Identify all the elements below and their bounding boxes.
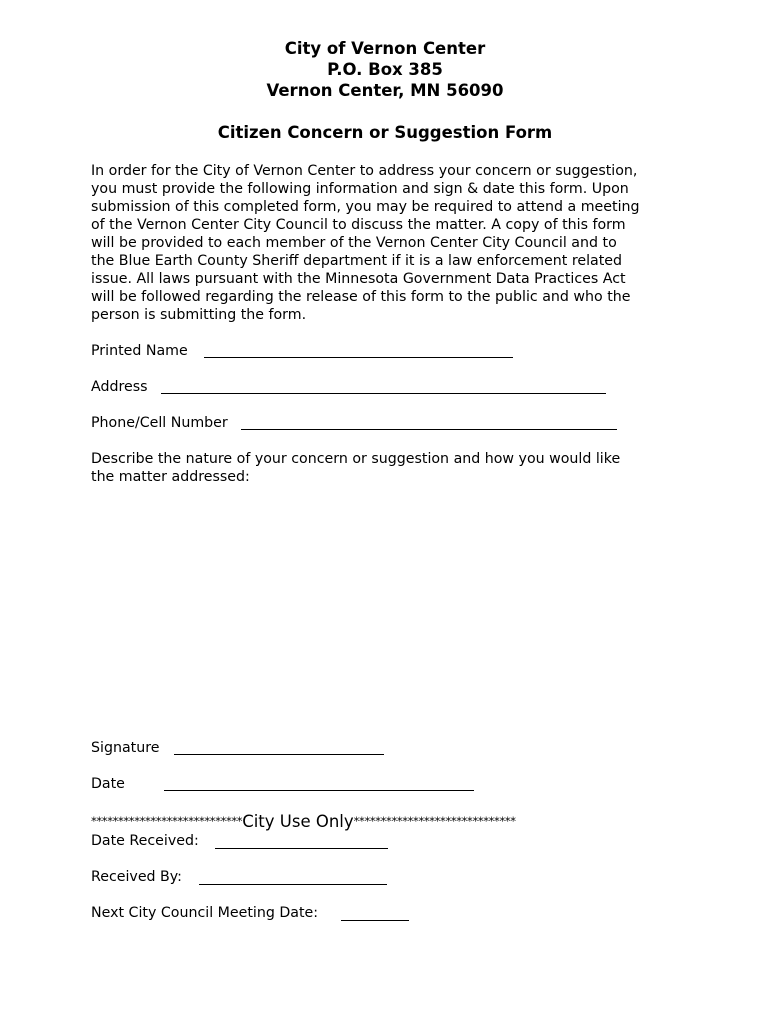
printed-name-line[interactable]	[204, 357, 513, 358]
stars-right: ******************************	[353, 814, 516, 828]
date-label: Date	[91, 776, 125, 792]
phone-label: Phone/Cell Number	[91, 415, 228, 431]
header-city-name: City of Vernon Center	[284, 39, 486, 58]
header-po-box: P.O. Box 385	[327, 60, 443, 79]
printed-name-label: Printed Name	[91, 343, 188, 359]
intro-line: will be followed regarding the release of this form to the public and who the	[91, 289, 631, 305]
city-header	[0, 38, 770, 101]
concern-text-area[interactable]	[91, 492, 681, 727]
intro-line: issue. All laws pursuant with the Minnesota Government Data Practices Act	[91, 271, 626, 287]
intro-line: In order for the City of Vernon Center to address your concern or suggestion,	[91, 163, 638, 179]
intro-paragraph	[91, 162, 691, 324]
describe-prompt	[91, 450, 620, 486]
intro-line: you must provide the following information and sign & date this form. Upon	[91, 181, 629, 197]
intro-line: will be provided to each member of the Vernon Center City Council and to	[91, 235, 617, 251]
signature-label: Signature	[91, 740, 160, 756]
intro-line: person is submitting the form.	[91, 307, 307, 323]
city-use-only-label: City Use Only	[242, 812, 354, 831]
signature-line[interactable]	[174, 754, 384, 755]
date-received-line[interactable]	[215, 848, 388, 849]
city-use-only-banner	[91, 812, 516, 833]
received-by-label: Received By:	[91, 869, 182, 885]
intro-line: the Blue Earth County Sheriff department if it is a law enforcement related	[91, 253, 623, 269]
next-meeting-line[interactable]	[341, 920, 409, 921]
address-line[interactable]	[161, 393, 606, 394]
received-by-line[interactable]	[199, 884, 387, 885]
intro-line: submission of this completed form, you may be required to attend a meeting	[91, 199, 640, 215]
form-title: Citizen Concern or Suggestion Form	[217, 123, 553, 142]
address-label: Address	[91, 379, 148, 395]
header-city-state-zip: Vernon Center, MN 56090	[266, 81, 504, 100]
date-received-label: Date Received:	[91, 833, 199, 849]
intro-line: of the Vernon Center City Council to discuss the matter. A copy of this form	[91, 217, 626, 233]
stars-left: ****************************	[91, 814, 243, 828]
describe-line: Describe the nature of your concern or suggestion and how you would like	[91, 451, 621, 467]
describe-line: the matter addressed:	[91, 469, 250, 485]
next-meeting-label: Next City Council Meeting Date:	[91, 905, 319, 921]
phone-line[interactable]	[241, 429, 617, 430]
date-line[interactable]	[164, 790, 474, 791]
